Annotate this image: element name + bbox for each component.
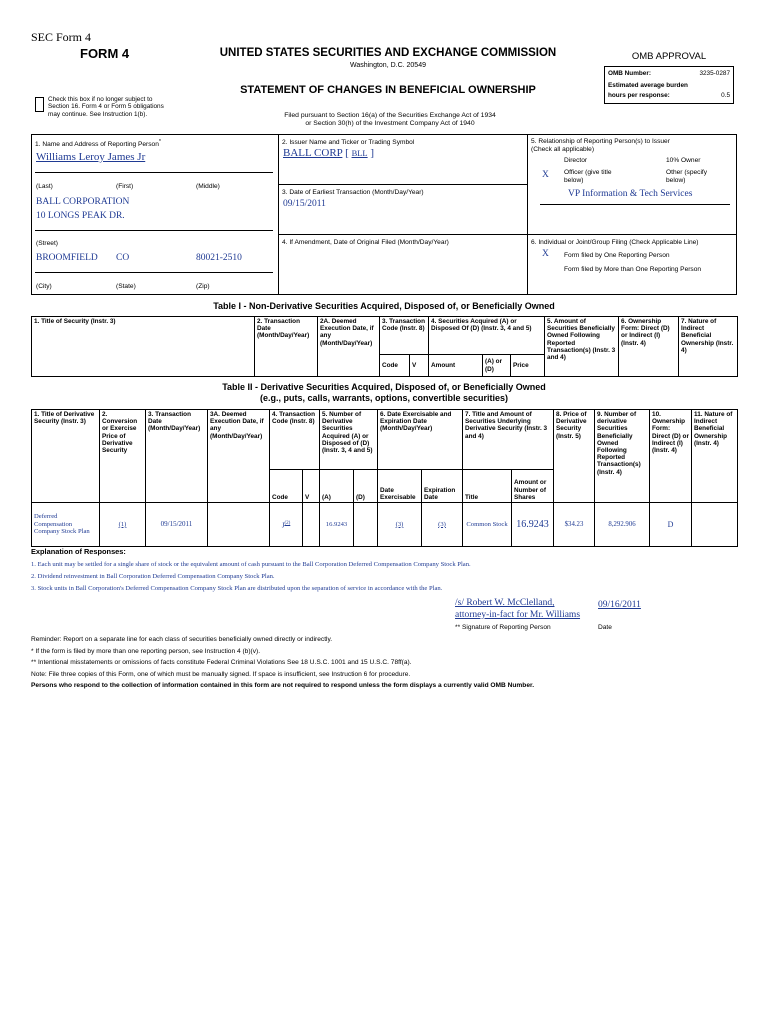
box4-label: 4. If Amendment, Date of Original Filed (Month/Day/Year) (282, 239, 449, 246)
t1-col-nature: 7. Nature of Indirect Beneficial Ownership (Instr. 4) (679, 317, 738, 377)
t2-col-title: 1. Title of Derivative Security (Instr. 3) (32, 410, 100, 503)
t1-col-securities: 4. Securities Acquired (A) or Disposed Of (D) (Instr. 3, 4 and 5) (429, 317, 545, 355)
t1-sub-amount: Amount (429, 355, 483, 377)
signature-label: ** Signature of Reporting Person (455, 624, 551, 631)
t2-row-a: 16.9243 (320, 503, 354, 547)
reporting-person-name[interactable]: Williams Leroy James Jr (36, 151, 146, 163)
t2-row-amount: 16.9243 (512, 503, 554, 547)
zip-label: (Zip) (196, 283, 210, 290)
signature-date: 09/16/2011 (598, 600, 641, 610)
middle-label: (Middle) (196, 183, 220, 190)
t2-row-v (303, 503, 320, 547)
t2-row-deemed (208, 503, 270, 547)
form-title: FORM 4 (80, 46, 130, 61)
note-misstatements: ** Intentional misstatements or omissions of facts constitute Federal Criminal Violations See 18 U.S.C. 1001 and 15 U.S.C. 78ff(a). (31, 659, 412, 666)
date-label: Date (598, 624, 612, 631)
box3-label: 3. Date of Earliest Transaction (Month/Day/Year) (282, 189, 424, 196)
footnote-3: 3. Stock units in Ball Corporation's Deferred Compensation Company Stock Plan are distributed upon the separation of service in accordance with the Plan. (31, 585, 443, 592)
t2-sub-a: (A) (320, 470, 354, 503)
checkbox-label: Check this box if no longer subject to Section 16. Form 4 or Form 5 obligations may continue. See Instruction 1(b). (48, 96, 164, 118)
signature: /s/ Robert W. McClelland, attorney-in-fact for Mr. Williams (455, 598, 581, 620)
t1-col-date: 2. Transaction Date (Month/Day/Year) (255, 317, 318, 377)
omb-number-label: OMB Number: (608, 70, 651, 77)
explanation-title: Explanation of Responses: (31, 547, 126, 556)
t1-col-title: 1. Title of Security (Instr. 3) (32, 317, 255, 377)
ticker-link[interactable]: BLL (351, 148, 368, 158)
t2-col-price: 8. Price of Derivative Security (Instr. 5) (554, 410, 595, 503)
note-copies: Note: File three copies of this Form, one of which must be manually signed. If space is insufficient, see Instruction 6 for procedure. (31, 670, 411, 678)
t2-sub-d: (D) (354, 470, 378, 503)
one-person-check-mark: X (542, 249, 549, 259)
t2-sub-title: Title (463, 470, 512, 503)
t2-sub-code: Code (270, 470, 303, 503)
t2-col-underlying: 7. Title and Amount of Securities Underlying Derivative Security (Instr. 3 and 4) (463, 410, 554, 470)
notes-list (31, 634, 737, 692)
t1-col-deemed: 2A. Deemed Execution Date, if any (Month/Day/Year) (318, 317, 380, 377)
state-label: (State) (116, 283, 136, 290)
box6-label: 6. Individual or Joint/Group Filing (Check Applicable Line) (531, 239, 699, 246)
omb-notice: Persons who respond to the collection of information contained in this form are not required to respond unless the form displays a currently valid OMB Number. (31, 682, 535, 689)
t1-sub-price: Price (511, 355, 545, 377)
t2-col-exercisable: 6. Date Exercisable and Expiration Date (Month/Day/Year) (378, 410, 463, 470)
t2-row-title: Common Stock (463, 503, 512, 547)
statement-title: STATEMENT OF CHANGES IN BENEFICIAL OWNERSHIP (240, 84, 536, 96)
t2-sub-amount: Amount or Number of Shares (512, 470, 554, 503)
sec-form-label: SEC Form 4 (31, 30, 92, 44)
city-value: BROOMFIELD (36, 253, 98, 263)
table-row (32, 503, 738, 547)
officer-title: VP Information & Tech Services (568, 189, 693, 199)
t2-col-nature: 11. Nature of Indirect Beneficial Ownership (Instr. 4) (692, 410, 738, 503)
box5-label: 5. Relationship of Reporting Person(s) to Issuer (Check all applicable) (531, 138, 670, 153)
t2-col-date: 3. Transaction Date (Month/Day/Year) (146, 410, 208, 503)
other-label: Other (specify below) (666, 169, 708, 184)
t2-row-ownership-form: D (650, 503, 692, 547)
issuer-name: BALL CORP [ BLL ] (283, 147, 375, 159)
issuer-link[interactable]: BALL CORP (283, 147, 343, 159)
t2-row-date: 09/15/2011 (146, 503, 208, 547)
t1-sub-aord: (A) or (D) (483, 355, 511, 377)
zip-value: 80021-2510 (196, 253, 242, 263)
t2-row-conversion[interactable]: (1) (100, 503, 146, 547)
t1-col-amount-owned: 5. Amount of Securities Beneficially Owned Following Reported Transaction(s) (Instr. 3 and 4) (545, 317, 619, 377)
t2-row-security: Deferred Compensation Company Stock Plan (32, 503, 100, 547)
t2-row-nature (692, 503, 738, 547)
t2-col-conversion: 2. Conversion or Exercise Price of Derivative Security (100, 410, 146, 503)
t2-sub-date-exercisable: Date Exercisable (378, 470, 422, 503)
omb-burden-label: Estimated average burden (608, 82, 688, 89)
t2-row-d (354, 503, 378, 547)
note-reminder: Reminder: Report on a separate line for each class of securities beneficially owned directly or indirectly. (31, 636, 333, 643)
last-label: (Last) (36, 183, 53, 190)
t2-col-deemed: 3A. Deemed Execution Date, if any (Month/Day/Year) (208, 410, 270, 503)
more-persons-label: Form filed by More than One Reporting Person (564, 266, 702, 273)
first-label: (First) (116, 183, 134, 190)
city-label: (City) (36, 283, 52, 290)
t2-sub-expiration: Expiration Date (422, 470, 463, 503)
omb-approval-box (604, 66, 734, 104)
state-value: CO (116, 253, 130, 263)
street-label: (Street) (36, 240, 58, 247)
no-longer-subject-checkbox[interactable] (35, 97, 44, 112)
table1-non-derivative (31, 316, 738, 377)
table1-title: Table I - Non-Derivative Securities Acquired, Disposed of, or Beneficially Owned (213, 301, 555, 311)
footnote-2: 2. Dividend reinvestment in Ball Corporation Deferred Compensation Company Stock Plan. (31, 573, 275, 580)
t2-col-owned: 9. Number of derivative Securities Beneficially Owned Following Reported Transaction(s) (Instr. 4) (595, 410, 650, 503)
officer-label: Officer (give title below) (564, 169, 612, 184)
ten-percent-owner-label: 10% Owner (666, 157, 701, 164)
t2-row-price: $34.23 (554, 503, 595, 547)
t2-col-ownership-form: 10. Ownership Form: Direct (D) or Indirect (I) (Instr. 4) (650, 410, 692, 503)
t1-sub-v: V (410, 355, 429, 377)
t1-col-ownership-form: 6. Ownership Form: Direct (D) or Indirect (I) (Instr. 4) (619, 317, 679, 377)
omb-hours-label: hours per response: (608, 92, 670, 99)
t2-sub-v: V (303, 470, 320, 503)
table2-title: Table II - Derivative Securities Acquired, Disposed of, or Beneficially Owned (e.g., puts, calls, warrants, options, convertible securities) (222, 382, 546, 403)
table2-derivative (31, 409, 738, 547)
filed-pursuant: Filed pursuant to Section 16(a) of the Securities Exchange Act of 1934 or Section 30(h) of the Investment Company Act of 1940 (284, 112, 496, 127)
note-multiple-filers: * If the form is filed by more than one reporting person, see Instruction 4 (b)(v). (31, 647, 261, 655)
t1-sub-code: Code (380, 355, 410, 377)
footnotes-list (31, 559, 737, 595)
commission-name: UNITED STATES SECURITIES AND EXCHANGE COMMISSION (219, 47, 557, 59)
footnote-1: 1. Each unit may be settled for a single share of stock or the equivalent amount of cash pursuant to the Ball Corporation Deferred Compensation Company Stock Plan. (31, 561, 471, 568)
omb-hours-value: 0.5 (721, 92, 730, 99)
street-address: 10 LONGS PEAK DR. (36, 211, 125, 221)
t2-col-code: 4. Transaction Code (Instr. 8) (270, 410, 320, 470)
officer-check-mark: X (542, 170, 549, 180)
company-name: BALL CORPORATION (36, 197, 130, 207)
omb-approval-title: OMB APPROVAL (631, 51, 707, 62)
t1-col-code: 3. Transaction Code (Instr. 8) (380, 317, 429, 355)
director-label: Director (564, 157, 588, 164)
omb-number-value: 3235-0287 (699, 70, 730, 77)
t2-row-date-exercisable[interactable]: (3) (378, 503, 422, 547)
t2-col-number: 5. Number of Derivative Securities Acquired (A) or Disposed of (D) (Instr. 3, 4 and 5) (320, 410, 378, 470)
t2-row-expiration[interactable]: (3) (422, 503, 463, 547)
box2-label: 2. Issuer Name and Ticker or Trading Symbol (282, 139, 415, 146)
box1-label: 1. Name and Address of Reporting Person* (35, 139, 162, 149)
t2-row-owned: 8,292.906 (595, 503, 650, 547)
t2-row-code-footnote[interactable]: (2) (284, 520, 291, 526)
earliest-transaction-date: 09/15/2011 (283, 199, 326, 209)
one-person-label: Form filed by One Reporting Person (564, 252, 670, 259)
t2-row-code: $J^{(2)}$ (270, 503, 303, 547)
commission-location: Washington, D.C. 20549 (349, 62, 426, 69)
